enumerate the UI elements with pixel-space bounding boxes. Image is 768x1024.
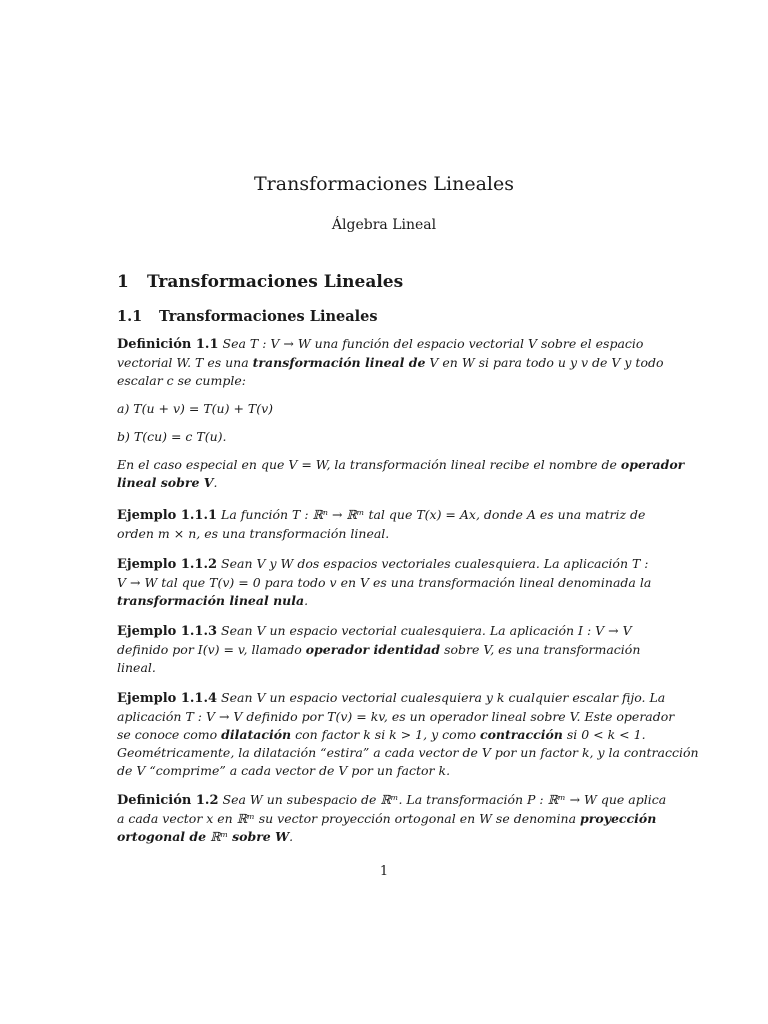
- document-title: Transformaciones Lineales: [254, 173, 514, 195]
- example-text: sobre V, es una transformación: [440, 642, 641, 657]
- definition-text: escalar c se cumple:: [117, 373, 246, 388]
- example-text: aplicación T : V → V definido por T(v) = kv, es un operador lineal sobre V. Este operador: [117, 709, 675, 724]
- example-label: Ejemplo 1.1.1: [117, 508, 218, 523]
- defined-term: operador identidad: [305, 642, 441, 657]
- example-text: con factor k si k > 1, y como: [291, 727, 480, 742]
- example-text: Geométricamente, la dilatación “estira” a cada vector de V por un factor k, y la contracción: [117, 745, 699, 760]
- document-subtitle: Álgebra Lineal: [331, 217, 437, 233]
- definition-1-1: [117, 335, 664, 390]
- section-heading: [117, 272, 403, 292]
- example-1-1-1: [117, 506, 655, 543]
- definition-term: proyección: [580, 811, 657, 826]
- subsection-number: 1.1: [117, 308, 143, 325]
- example-text: Sean V un espacio vectorial cualesquiera. La aplicación I : V → V: [221, 623, 632, 638]
- property-a: a) T(u + v) = T(u) + T(v): [117, 401, 274, 416]
- definition-term: ortogonal de: [117, 829, 207, 844]
- definition-text: Sea W un subespacio de ℝᵐ. La transformación P : ℝᵐ → W que aplica: [222, 792, 667, 807]
- definition-term: transformación lineal de: [252, 355, 426, 370]
- example-text: .: [304, 593, 309, 608]
- definition-text: .: [289, 829, 294, 844]
- paragraph-text: En el caso especial en que V = W, la transformación lineal recibe el nombre de: [117, 457, 621, 472]
- subsection-heading: [117, 308, 378, 325]
- example-1-1-3: [117, 622, 655, 677]
- defined-term: transformación lineal nula: [117, 593, 305, 608]
- example-label: Ejemplo 1.1.2: [117, 557, 218, 572]
- special-case-paragraph: [117, 456, 685, 492]
- definition-label: Definición 1.1: [117, 337, 219, 352]
- property-b: b) T(cu) = c T(u).: [117, 429, 227, 444]
- definition-text: a cada vector x en ℝᵐ su vector proyección ortogonal en W se denomina: [117, 811, 581, 826]
- example-text: V → W tal que T(v) = 0 para todo v en V es una transformación lineal denominada la: [117, 575, 652, 590]
- example-text: Sean V y W dos espacios vectoriales cualesquiera. La aplicación T :: [221, 556, 649, 571]
- example-label: Ejemplo 1.1.3: [117, 624, 218, 639]
- example-text: definido por I(v) = v, llamado: [117, 642, 306, 657]
- subsection-title: Transformaciones Lineales: [159, 308, 378, 325]
- example-text: Sean V un espacio vectorial cualesquiera y k cualquier escalar fijo. La: [221, 690, 666, 705]
- definition-text: ℝᵐ: [206, 829, 233, 844]
- section-number: 1: [117, 272, 129, 292]
- example-label: Ejemplo 1.1.4: [117, 691, 218, 706]
- defined-term: operador: [620, 457, 685, 472]
- defined-term: dilatación: [221, 727, 292, 742]
- definition-text: vectorial W. T es una: [117, 355, 253, 370]
- example-text: de V “comprime” a cada vector de V por un factor k.: [117, 763, 451, 778]
- example-text: lineal.: [117, 660, 156, 675]
- example-text: orden m × n, es una transformación lineal.: [117, 526, 390, 541]
- definition-text: Sea T : V → W una función del espacio vectorial V sobre el espacio: [222, 336, 644, 351]
- paragraph-text: .: [213, 475, 218, 490]
- definition-label: Definición 1.2: [117, 793, 219, 808]
- example-1-1-4: [117, 689, 699, 780]
- definition-term: sobre W: [232, 829, 290, 844]
- page-number: 1: [379, 864, 389, 879]
- example-1-1-2: [117, 555, 655, 610]
- example-text: La función T : ℝⁿ → ℝᵐ tal que T(x) = Ax, donde A es una matriz de: [221, 507, 646, 522]
- section-title: Transformaciones Lineales: [147, 272, 404, 292]
- definition-1-2: [117, 791, 667, 846]
- defined-term: contracción: [479, 727, 563, 742]
- defined-term: lineal sobre V: [117, 475, 214, 490]
- definition-text: V en W si para todo u y v de V y todo: [425, 355, 664, 370]
- example-text: si 0 < k < 1.: [562, 727, 646, 742]
- example-text: se conoce como: [117, 727, 222, 742]
